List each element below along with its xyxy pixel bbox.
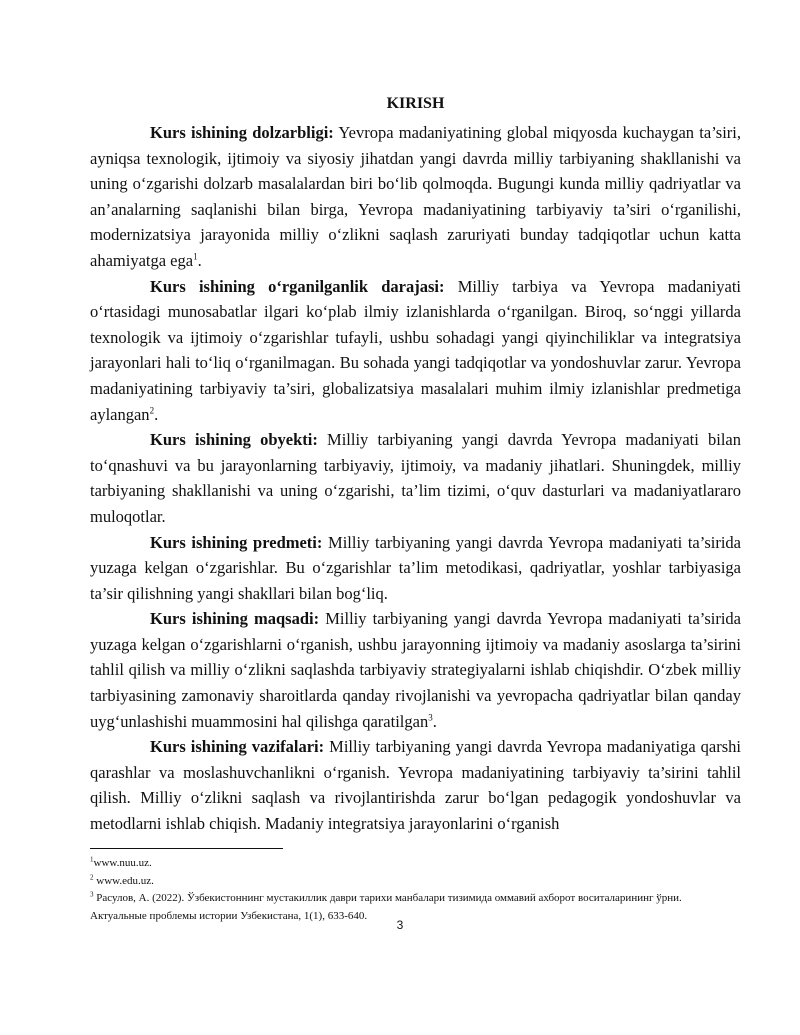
section-heading: Kurs ishining predmeti: [150,532,323,552]
section-text: Yevropa madaniyatining global miqyosda kuchaygan ta’siri, ayniqsa texnologik, ijtimoiy va siyosiy jihatdan yangi davrda milliy tarbiyaning shakllanishi va uning o‘zgarishi dolzarb masalalardan biri bo‘lib qolmoqda. Bugungi kunda milliy qadriyatlar va an’analarning saqlanishi bilan birga, Yevropa madaniyatining tarbiyaviy ta’siri o‘rganilishi, modernizatsiya jarayonida milliy o‘zlikni saqlash zaruriyati bunday tadqiqotlar uchun katta ahamiyatga ega [90,123,741,270]
footnote-number: 2 [90,872,94,881]
section-text: Milliy tarbiyaning yangi davrda Yevropa madaniyati bilan to‘qnashuvi va bu jarayonlarning tarbiyaviy, ijtimoiy, va madaniy jihatlari. Shuningdek, milliy tarbiyaning shakllanishi va uning o‘zgarishi, ta’lim tizimi, o‘quv dasturlari va madaniyatlararo muloqotlar. [90,430,742,526]
footnote-number: 1 [90,855,94,864]
document-body [90,92,741,837]
footnotes [90,848,741,925]
footnote-divider [90,848,283,849]
footnote-item [90,873,741,891]
section-heading: Kurs ishining vazifalari: [150,737,325,757]
section-text: Milliy tarbiyaning yangi davrda Yevropa madaniyatiga qarshi qarashlar va moslashuvchanlikni o‘rganish. Yevropa madaniyatining tarbiyaviy ta’sirini tahlil qilish. Milliy o‘zlikni saqlash va rivojlantirishda zarur bo‘lgan pedagogik yondoshuvlar va metodlarni ishlab chiqish. Madaniy integratsiya jarayonlarini o‘rganish [90,737,741,834]
section-study-level [90,274,741,428]
section-text: Milliy tarbiya va Yevropa madaniyati o‘rtasidagi munosabatlar ilgari ko‘plab ilmiy izlanishlarda o‘rganilgan. Biroq, so‘nggi yillarda texnologik va ijtimoiy o‘zgarishlar tufayli, ushbu sohadagi yangi qiyinchiliklar va integratsiya jarayonlari hali to‘liq o‘rganilmagan. Bu sohada yangi tadqiqotlar va yondoshuvlar zarur. Yevropa madaniyatining tarbiyaviy ta’siri, globalizatsiya masalalari muhim ilmiy izlanishlar predmetiga aylangan [90,276,741,424]
page-title: KIRISH [386,95,445,112]
footnote-text: Расулов, А. (2022). Ўзбекистоннинг мустакиллик даври тарихи манбалари тизимида оммавий ахборот воситаларининг ўрни. Актуальные проблемы истории Узбекистана, 1(1), 633-640. [90,892,682,922]
footnote-ref[interactable]: 1 [193,251,198,262]
section-heading: Kurs ishining obyekti: [150,430,318,450]
section-relevance [90,120,741,274]
footnote-ref[interactable]: 3 [428,712,433,723]
section-text: Milliy tarbiyaning yangi davrda Yevropa madaniyati ta’sirida yuzaga kelgan o‘zgarishlar. Bu o‘zgarishlar ta’lim metodikasi, qadriyatlar, yoshlar tarbiyasiga ta’sir qilishning yangi shakllari bilan bog‘liq. [90,532,741,603]
section-end: . [197,250,202,270]
section-heading: Kurs ishining maqsadi: [150,609,320,629]
section-end: . [432,711,437,731]
section-heading: Kurs ishining dolzarbligi: [150,123,334,142]
footnote-number: 3 [90,890,94,899]
footnote-text[interactable]: www.edu.uz. [93,874,154,887]
footnote-text[interactable]: www.nuu.uz. [93,857,152,869]
section-object [90,427,741,529]
section-end: . [154,404,159,424]
section-text: Milliy tarbiyaning yangi davrda Yevropa madaniyati ta’sirida yuzaga kelgan o‘zgarishlarni o‘rganish, ushbu jarayonning ijtimoiy va madaniy asoslarga ta’sirini tahlil qilish va milliy o‘zlikni saqlashda tarbiyaviy strategiyalarni ishlab chiqishdir. O‘zbek milliy tarbiyasining zamonaviy sharoitlarda qanday rivojlanishi va yevropacha qadriyatlar bilan qanday uyg‘unlashishi muammosini hal qilishga qaratilgan [90,609,742,731]
footnote-item [90,855,741,873]
section-subject [90,530,741,607]
section-goal [90,606,741,734]
section-tasks [90,734,741,836]
footnote-ref[interactable]: 2 [149,405,155,416]
page-number: 3 [396,918,404,932]
section-heading: Kurs ishining o‘rganilganlik darajasi: [150,276,445,296]
